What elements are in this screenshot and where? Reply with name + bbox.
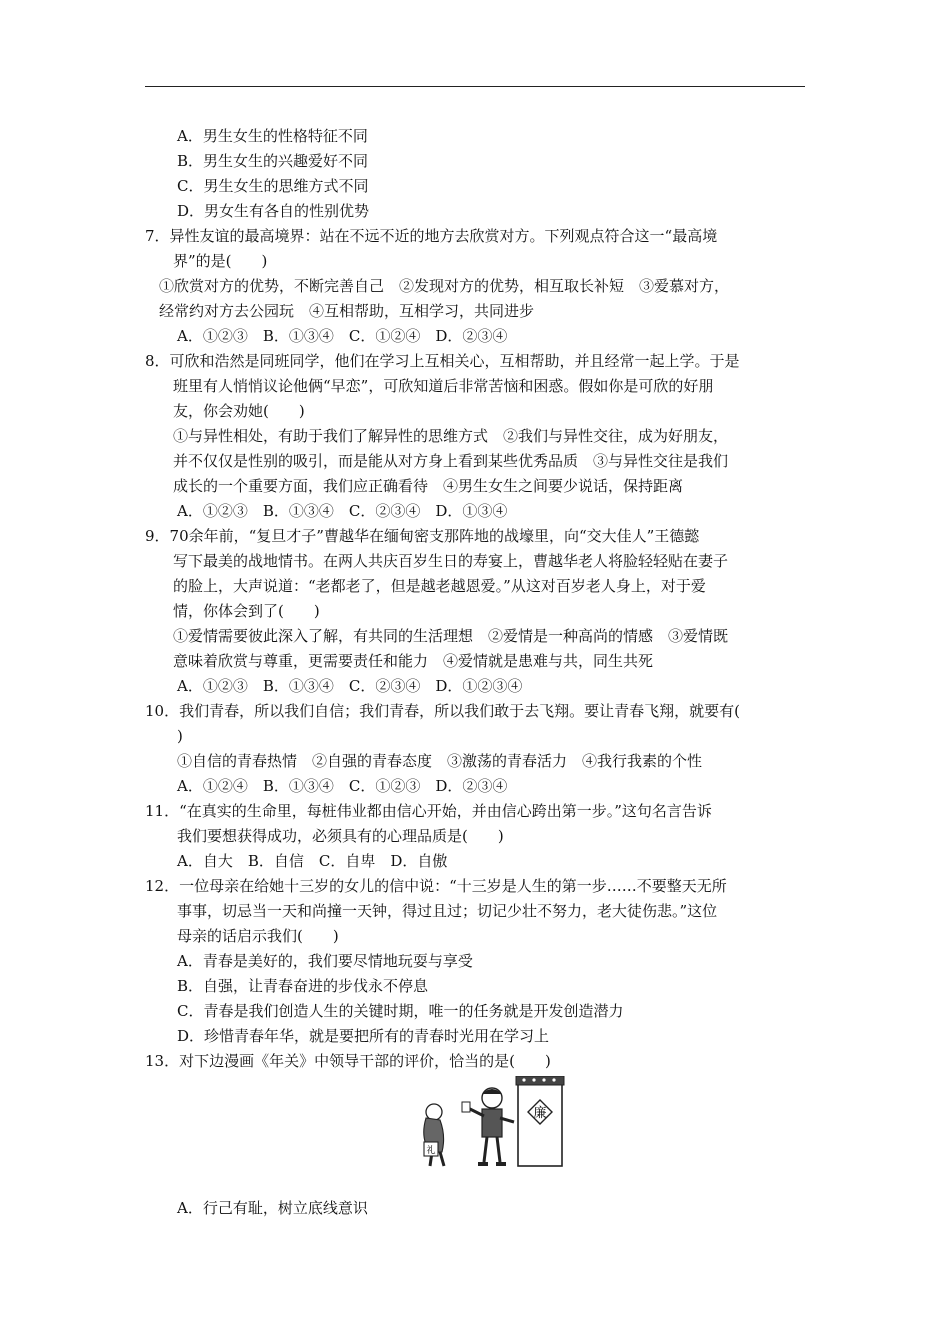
question-number: 10． [145,702,180,720]
question-stem: 一位母亲在给她十三岁的女儿的信中说：“十三岁是人生的第一步……不要整天无所 [179,877,727,895]
question-stem: ) [177,727,183,745]
question-stem: 界”的是( ) [173,252,268,270]
question-9 [145,524,805,699]
option-line: C．青春是我们创造人生的关键时期，唯一的任务就是开发创造潜力 [177,1002,624,1020]
statement-list: ①与异性相处，有助于我们了解异性的思维方式 ②我们与异性交往，成为好朋友， [173,427,729,445]
answer-choices: A．①②③ B．①③④ C．②③④ D．①③④ [177,502,508,520]
option-line: B．男生女生的兴趣爱好不同 [177,152,369,170]
gift-bag-text: 礼 [426,1146,436,1156]
question-number: 13． [145,1052,180,1070]
question-stem: 班里有人悄悄议论他俩“早恋”，可欣知道后非常苦恼和困惑。假如你是可欣的好朋 [173,377,714,395]
statement-list: 成长的一个重要方面，我们应正确看待 ④男生女生之间要少说话，保持距离 [173,477,684,495]
question-stem: 我们要想获得成功，必须具有的心理品质是( ) [177,827,504,845]
option-line: A．男生女生的性格特征不同 [177,127,368,145]
option-line: C．男生女生的思维方式不同 [177,177,369,195]
answer-choices: A．自大 B．自信 C．自卑 D．自傲 [177,852,448,870]
cartoon-illustration [412,1076,572,1172]
question-number: 11． [145,802,180,820]
statement-list: ①欣赏对方的优势，不断完善自己 ②发现对方的优势，相互取长补短 ③爱慕对方， [159,277,730,295]
question-stem: 70余年前，“复旦才子”曹越华在缅甸密支那阵地的战壕里，向“交大佳人”王德懿 [169,527,700,545]
option-line: B．自强，让青春奋进的步伐永不停息 [177,977,429,995]
question-stem: 异性友谊的最高境界：站在不远不近的地方去欣赏对方。下列观点符合这一“最高境 [169,227,718,245]
question-number: 12． [145,877,180,895]
statement-list: ①爱情需要彼此深入了解，有共同的生活理想 ②爱情是一种高尚的情感 ③爱情既 [173,627,729,645]
option-line: A．行己有耻，树立底线意识 [177,1199,368,1217]
question-stem: 事事，切忌当一天和尚撞一天钟，得过且过；切记少壮不努力，老大徒伤悲。”这位 [177,902,718,920]
question-stem: 我们青春，所以我们自信；我们青春，所以我们敢于去飞翔。要让青春飞翔，就要有( [179,702,740,720]
question-number: 9． [145,527,170,545]
question-number: 8． [145,352,170,370]
question-8 [145,349,805,524]
statement-list: 并不仅仅是性别的吸引，而是能从对方身上看到某些优秀品质 ③与异性交往是我们 [173,452,729,470]
question-12 [145,874,805,1049]
question-stem: 对下边漫画《年关》中领导干部的评价，恰当的是( ) [179,1052,551,1070]
question-13 [145,1049,805,1074]
answer-choices: A．①②④ B．①③④ C．①②③ D．②③④ [177,777,508,795]
question-stem: 友，你会劝她( ) [173,402,305,420]
question-stem: “在真实的生命里，每桩伟业都由信心开始，并由信心跨出第一步。”这句名言告诉 [179,802,712,820]
question-stem: 写下最美的战地情书。在两人共庆百岁生日的寿宴上，曹越华老人将脸轻轻贴在妻子 [173,552,729,570]
question-7 [145,224,805,349]
statement-list: ①自信的青春热情 ②自强的青春态度 ③激荡的青春活力 ④我行我素的个性 [177,752,703,770]
question-number: 7． [145,227,170,245]
option-line: D．男女生有各自的性别优势 [177,202,370,220]
question-stem: 情，你体会到了( ) [173,602,320,620]
question-6-options [145,124,805,224]
door-sign-text: 廉 [533,1106,547,1121]
question-list [145,124,805,1074]
question-10 [145,699,805,799]
cartoon-drawing [412,1076,572,1172]
question-stem: 可欣和浩然是同班同学，他们在学习上互相关心，互相帮助，并且经常一起上学。于是 [169,352,740,370]
question-11 [145,799,805,874]
answer-choices: A．①②③ B．①③④ C．①②④ D．②③④ [177,327,508,345]
question-stem: 母亲的话启示我们( ) [177,927,339,945]
question-stem: 的脸上，大声说道：“老都老了，但是越老越恩爱。”从这对百岁老人身上，对于爱 [173,577,706,595]
answer-choices: A．①②③ B．①③④ C．②③④ D．①②③④ [177,677,523,695]
option-line: D．珍惜青春年华，就是要把所有的青春时光用在学习上 [177,1027,550,1045]
statement-list: 意味着欣赏与尊重，更需要责任和能力 ④爱情就是患难与共，同生共死 [173,652,654,670]
option-line: A．青春是美好的，我们要尽情地玩耍与享受 [177,952,473,970]
statement-list: 经常约对方去公园玩 ④互相帮助，互相学习，共同进步 [159,302,535,320]
header-rule [145,86,805,87]
